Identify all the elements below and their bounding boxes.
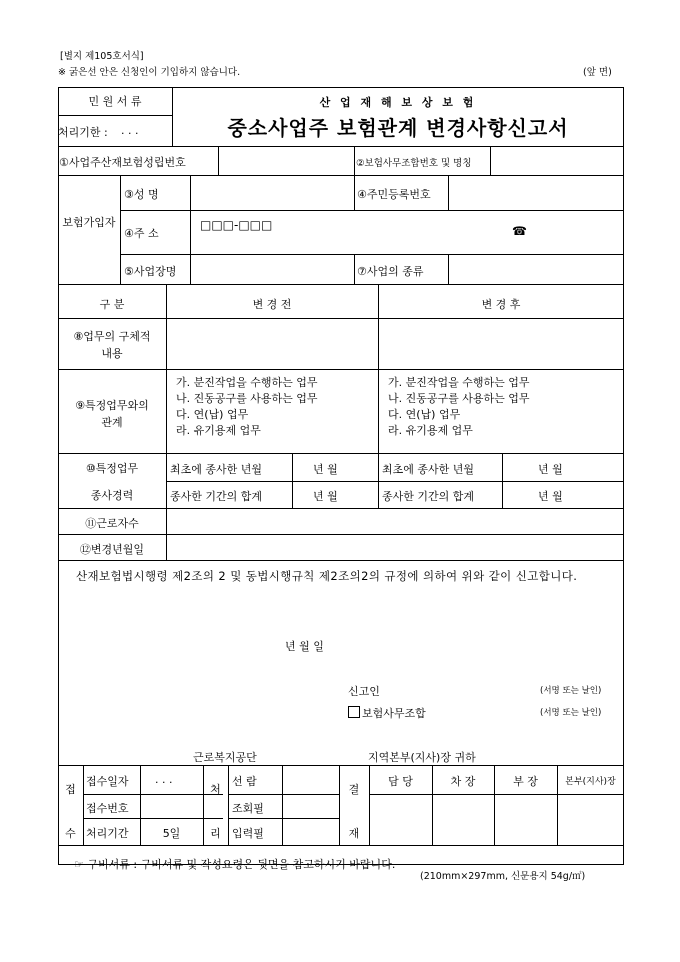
approver-manager: 부 장 xyxy=(513,775,538,788)
business-name-label: ⑤사업장명 xyxy=(124,265,177,278)
change-date-label: ⑫변경년월일 xyxy=(79,543,145,556)
list-item[interactable]: 다. 연(납) 업무 xyxy=(176,408,249,421)
total-period-after-field[interactable]: 년 월 xyxy=(538,490,563,503)
work-content-label-2: 내용 xyxy=(101,347,123,360)
page-side-label: (앞 면) xyxy=(583,67,612,78)
first-year-label: 최초에 종사한 년월 xyxy=(170,463,263,476)
process-period-label: 처리기간 xyxy=(86,827,129,840)
approver-staff: 담 당 xyxy=(388,775,413,788)
before-header: 변 경 전 xyxy=(252,298,292,311)
form-title: 중소사업주 보험관계 변경사항신고서 xyxy=(227,116,569,140)
addressee-org: 근로복지공단 xyxy=(193,751,257,764)
union-line xyxy=(348,705,426,721)
paper-size-note: (210mm×297mm, 신문용지 54g/㎡) xyxy=(420,871,586,882)
inquiry-label: 조회필 xyxy=(232,802,264,815)
workers-label: ⑪근로자수 xyxy=(85,517,139,530)
input-label: 입력필 xyxy=(232,827,264,840)
special-after-list xyxy=(388,375,530,439)
addressee-to: 지역본부(지사)장 귀하 xyxy=(368,751,476,764)
review-label: 선 람 xyxy=(232,775,257,788)
career-label: ⑩특정업무 xyxy=(85,462,139,475)
declaration-text: 산재보험법시행령 제2조의 2 및 동법시행규칙 제2조의2의 규정에 의하여 위와 같이 신고합니다. xyxy=(76,569,578,583)
list-item[interactable]: 나. 진동공구를 사용하는 업무 xyxy=(388,392,530,405)
form-subtitle: 산 업 재 해 보 상 보 험 xyxy=(319,96,477,109)
approver-head: 본부(지사)장 xyxy=(565,777,616,787)
address-label: ④주 소 xyxy=(124,227,159,240)
name-field[interactable] xyxy=(191,179,353,207)
business-type-label: ⑦사업의 종류 xyxy=(357,265,424,278)
business-type-field[interactable] xyxy=(449,257,622,282)
list-item[interactable]: 라. 유기용제 업무 xyxy=(388,424,473,437)
approval-label-1: 결 xyxy=(348,783,360,796)
total-period-label: 종사한 기간의 합계 xyxy=(170,490,263,503)
list-item[interactable]: 가. 분진작업을 수행하는 업무 xyxy=(176,376,318,389)
insurance-union-field[interactable] xyxy=(491,150,622,172)
process-label-1: 처 xyxy=(210,783,221,796)
career-label-2: 종사경력 xyxy=(90,489,134,502)
insurance-union-label: ②보험사무조합번호 및 명칭 xyxy=(356,158,472,169)
special-before-list xyxy=(176,375,318,439)
phone-icon: ☎ xyxy=(512,224,527,238)
workers-field[interactable] xyxy=(168,511,622,532)
list-item[interactable]: 라. 유기용제 업무 xyxy=(176,424,261,437)
civil-doc-label: 민 원 서 류 xyxy=(88,95,142,108)
special-work-label: ⑨특정업무와의 xyxy=(75,399,149,412)
resident-no-label: ④주민등록번호 xyxy=(357,188,431,201)
first-year-label-after: 최초에 종사한 년월 xyxy=(382,463,475,476)
process-period-value: 5일 xyxy=(162,827,181,840)
union-sign-note: (서명 또는 날인) xyxy=(540,708,602,718)
insured-group-label: 보험가입자 xyxy=(62,216,116,229)
receipt-date-label: 접수일자 xyxy=(86,775,129,788)
resident-no-field[interactable] xyxy=(449,179,622,207)
attachments-note: ☞ 구비서류 : 구비서류 및 작성요령은 뒷면을 참고하시기 바랍니다. xyxy=(74,858,396,871)
name-label: ③성 명 xyxy=(124,188,159,201)
after-header: 변 경 후 xyxy=(481,298,521,311)
kind-header: 구 분 xyxy=(99,298,125,311)
form-note: ※ 굵은선 안은 신청인이 기입하지 않습니다. xyxy=(58,67,241,78)
declarant-label: 신고인 xyxy=(348,685,380,698)
union-label: 보험사무조합 xyxy=(362,707,426,720)
list-item[interactable]: 다. 연(납) 업무 xyxy=(388,408,461,421)
business-insurance-no-field[interactable] xyxy=(219,150,353,172)
work-before-field[interactable] xyxy=(168,321,376,367)
deadline-label: 처리기한 : xyxy=(58,126,108,139)
deadline-value: . . . xyxy=(121,124,139,137)
process-label-2: 리 xyxy=(210,827,221,840)
postal-code-boxes[interactable]: □□□-□□□ xyxy=(200,218,273,232)
list-item[interactable]: 가. 분진작업을 수행하는 업무 xyxy=(388,376,530,389)
approval-label-2: 재 xyxy=(348,827,360,840)
total-period-label-after: 종사한 기간의 합계 xyxy=(382,490,475,503)
receipt-date-value: . . . xyxy=(155,773,173,786)
list-item[interactable]: 나. 진동공구를 사용하는 업무 xyxy=(176,392,318,405)
union-checkbox[interactable] xyxy=(348,706,360,718)
special-work-label-2: 관계 xyxy=(101,416,123,429)
date-line[interactable]: 년 월 일 xyxy=(285,640,324,653)
receipt-label-2: 수 xyxy=(65,827,76,840)
receipt-label-1: 접 xyxy=(65,783,76,796)
approver-deputy: 차 장 xyxy=(450,775,476,788)
work-after-field[interactable] xyxy=(380,321,622,367)
total-period-before-field[interactable]: 년 월 xyxy=(313,490,338,503)
form-number: [별지 제105호서식] xyxy=(60,51,144,62)
receipt-no-label: 접수번호 xyxy=(86,802,129,815)
first-year-before-field[interactable]: 년 월 xyxy=(313,463,338,476)
change-date-field[interactable] xyxy=(168,537,622,558)
declarant-sign-note: (서명 또는 날인) xyxy=(540,686,602,696)
first-year-after-field[interactable]: 년 월 xyxy=(538,463,563,476)
business-name-field[interactable] xyxy=(191,257,353,282)
business-insurance-no-label: ①사업주산재보험성립번호 xyxy=(59,156,186,169)
work-content-label: ⑧업무의 구체적 xyxy=(73,330,151,343)
